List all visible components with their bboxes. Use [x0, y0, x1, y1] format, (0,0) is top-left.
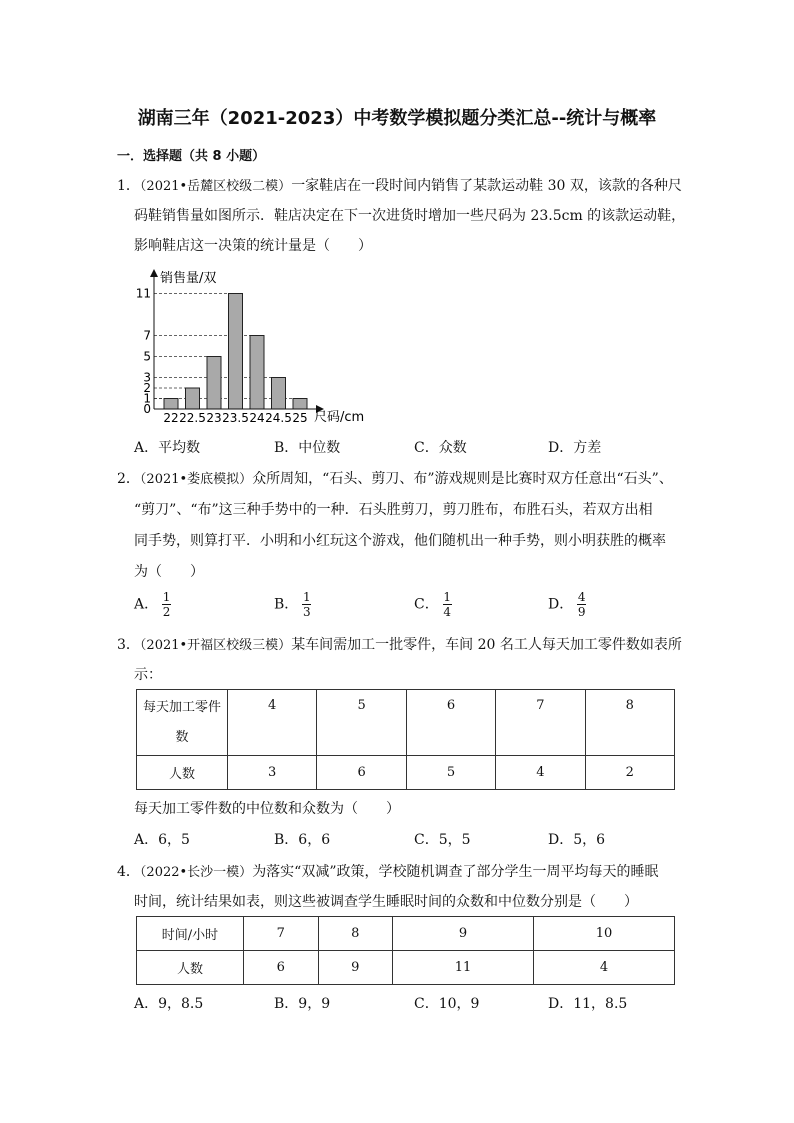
question-4-number: 4． [117, 864, 140, 880]
table-cell: 4 [228, 690, 317, 756]
y-axis-arrow [150, 269, 158, 277]
question-4-text-2: 时间，统计结果如表，则这些被调查学生睡眠时间的众数和中位数分别是（ ） [134, 894, 638, 910]
y-tick-label: 5 [143, 349, 151, 364]
question-3-source: （2021•开福区校级三模） [139, 638, 292, 653]
question-4-option-c[interactable]: C．10，9 [414, 996, 480, 1012]
question-2-option-a[interactable] [134, 590, 171, 619]
bar-22.5 [186, 388, 200, 409]
bar-22 [164, 399, 178, 410]
fraction [162, 590, 171, 619]
table-header-cell: 每天加工零件 数 [137, 690, 228, 756]
question-1-option-b[interactable]: B．中位数 [274, 440, 341, 456]
question-3-table [136, 689, 675, 790]
question-4-table [136, 916, 675, 985]
question-1-line-1 [117, 175, 682, 195]
section-heading: 一．选择题（共 8 小题） [117, 149, 266, 164]
option-label: B． [274, 596, 299, 613]
numerator: 1 [443, 590, 452, 604]
x-tick-label: 24.5 [265, 411, 292, 425]
question-1-option-a[interactable]: A．平均数 [134, 440, 201, 456]
y-tick-label: 2 [143, 381, 151, 395]
table-cell: 2 [585, 756, 674, 790]
question-2-text-4: 为（ ） [134, 564, 204, 580]
bar-24.5 [272, 378, 286, 410]
denominator: 2 [162, 605, 171, 619]
table-row [137, 917, 675, 951]
denominator: 4 [443, 605, 452, 619]
table-cell: 11 [393, 951, 534, 985]
table-cell: 4 [534, 951, 675, 985]
y-tick-label: 7 [143, 328, 151, 343]
question-3-question: 每天加工零件数的中位数和众数为（ ） [134, 801, 400, 817]
x-tick-label: 23.5 [222, 411, 249, 425]
option-label: A． [134, 596, 159, 613]
option-label: D． [548, 596, 574, 613]
sales-bar-chart [135, 265, 378, 425]
question-2-text-2: “剪刀”、“布”这三种手势中的一种．石头胜剪刀，剪刀胜布，布胜石头，若双方出相 [134, 502, 653, 518]
table-cell: 5 [406, 756, 495, 790]
question-4-source: （2022•长沙一模） [139, 865, 253, 880]
question-1-option-c[interactable]: C．众数 [414, 440, 467, 456]
table-header-cell: 时间/小时 [137, 917, 244, 951]
table-cell: 8 [318, 917, 393, 951]
y-tick-label: 1 [143, 391, 151, 406]
x-tick-label: 24 [249, 411, 265, 425]
question-1-option-d[interactable]: D．方差 [548, 440, 602, 456]
table-row [137, 690, 675, 756]
question-3-text-1: 某车间需加工一批零件，车间 20 名工人每天加工零件数如表所 [291, 637, 682, 653]
x-tick-label: 25 [292, 411, 308, 425]
table-cell: 8 [585, 690, 674, 756]
fraction [302, 590, 311, 619]
table-row [137, 756, 675, 790]
x-tick-label: 22 [163, 411, 179, 425]
question-1-number: 1． [117, 178, 140, 194]
question-3-option-b[interactable]: B．6，6 [274, 832, 331, 848]
table-header-cell: 人数 [137, 951, 244, 985]
question-2-text-1: 众所周知，“石头、剪刀、布”游戏规则是比赛时双方任意出“石头”、 [252, 471, 673, 487]
question-3-option-d[interactable]: D．5，6 [548, 832, 606, 848]
x-tick-labels [163, 411, 307, 425]
bar-23 [207, 357, 221, 410]
question-2-option-c[interactable] [414, 590, 452, 619]
question-2-source: （2021•娄底模拟） [139, 472, 253, 487]
question-4-option-a[interactable]: A．9，8.5 [134, 996, 204, 1012]
table-cell: 9 [318, 951, 393, 985]
question-1-text-2: 码鞋销售量如图所示．鞋店决定在下一次进货时增加一些尺码为 23.5cm 的该款运动鞋， [134, 208, 686, 224]
bar-25 [293, 399, 307, 410]
question-4-option-b[interactable]: B．9，9 [274, 996, 331, 1012]
fraction [577, 590, 586, 619]
y-tick-label: 0 [143, 402, 151, 416]
question-1-text-1: 一家鞋店在一段时间内销售了某款运动鞋 30 双，该款的各种尺 [291, 178, 682, 194]
question-3-option-a[interactable]: A．6，5 [134, 832, 190, 848]
table-header-cell: 人数 [137, 756, 228, 790]
question-3-text-2: 示： [134, 667, 162, 683]
table-cell: 6 [317, 756, 406, 790]
question-4-line-1 [117, 861, 659, 881]
table-cell: 6 [244, 951, 319, 985]
bar-24 [250, 336, 264, 410]
y-tick-labels [136, 287, 151, 417]
question-1-text-3: 影响鞋店这一决策的统计量是（ ） [134, 238, 372, 254]
y-tick-label: 11 [135, 286, 151, 301]
denominator: 9 [577, 605, 586, 619]
question-3-number: 3． [117, 637, 140, 653]
chart-bars [164, 294, 307, 410]
question-4-option-d[interactable]: D．11，8.5 [548, 996, 628, 1012]
table-cell: 5 [317, 690, 406, 756]
question-4-text-1: 为落实“双减”政策，学校随机调查了部分学生一周平均每天的睡眠 [252, 864, 659, 880]
table-cell: 4 [496, 756, 585, 790]
x-axis-label: 尺码/cm [314, 410, 365, 425]
bar-23.5 [229, 294, 243, 410]
x-tick-label: 23 [206, 411, 222, 425]
y-axis-label: 销售量/双 [160, 271, 217, 286]
numerator: 4 [577, 590, 586, 604]
numerator: 1 [162, 590, 171, 604]
table-cell: 10 [534, 917, 675, 951]
question-2-number: 2． [117, 471, 140, 487]
question-3-line-1 [117, 634, 682, 654]
question-1-source: （2021•岳麓区校级二模） [139, 179, 292, 194]
table-cell: 9 [393, 917, 534, 951]
y-tick-label: 3 [143, 370, 151, 385]
option-label: C． [414, 596, 439, 613]
denominator: 3 [302, 605, 311, 619]
question-2-option-d[interactable] [548, 590, 586, 619]
table-cell: 6 [406, 690, 495, 756]
table-row [137, 951, 675, 985]
page-title: 湖南三年（2021-2023）中考数学模拟题分类汇总--统计与概率 [137, 108, 657, 129]
table-cell: 7 [496, 690, 585, 756]
numerator: 1 [302, 590, 311, 604]
question-3-option-c[interactable]: C．5，5 [414, 832, 471, 848]
table-cell: 3 [228, 756, 317, 790]
table-cell: 7 [244, 917, 319, 951]
question-2-text-3: 同手势，则算打平．小明和小红玩这个游戏，他们随机出一种手势，则小明获胜的概率 [134, 533, 666, 549]
question-2-line-1 [117, 468, 673, 488]
fraction [443, 590, 452, 619]
question-2-option-b[interactable] [274, 590, 311, 619]
x-tick-label: 22.5 [179, 411, 206, 425]
